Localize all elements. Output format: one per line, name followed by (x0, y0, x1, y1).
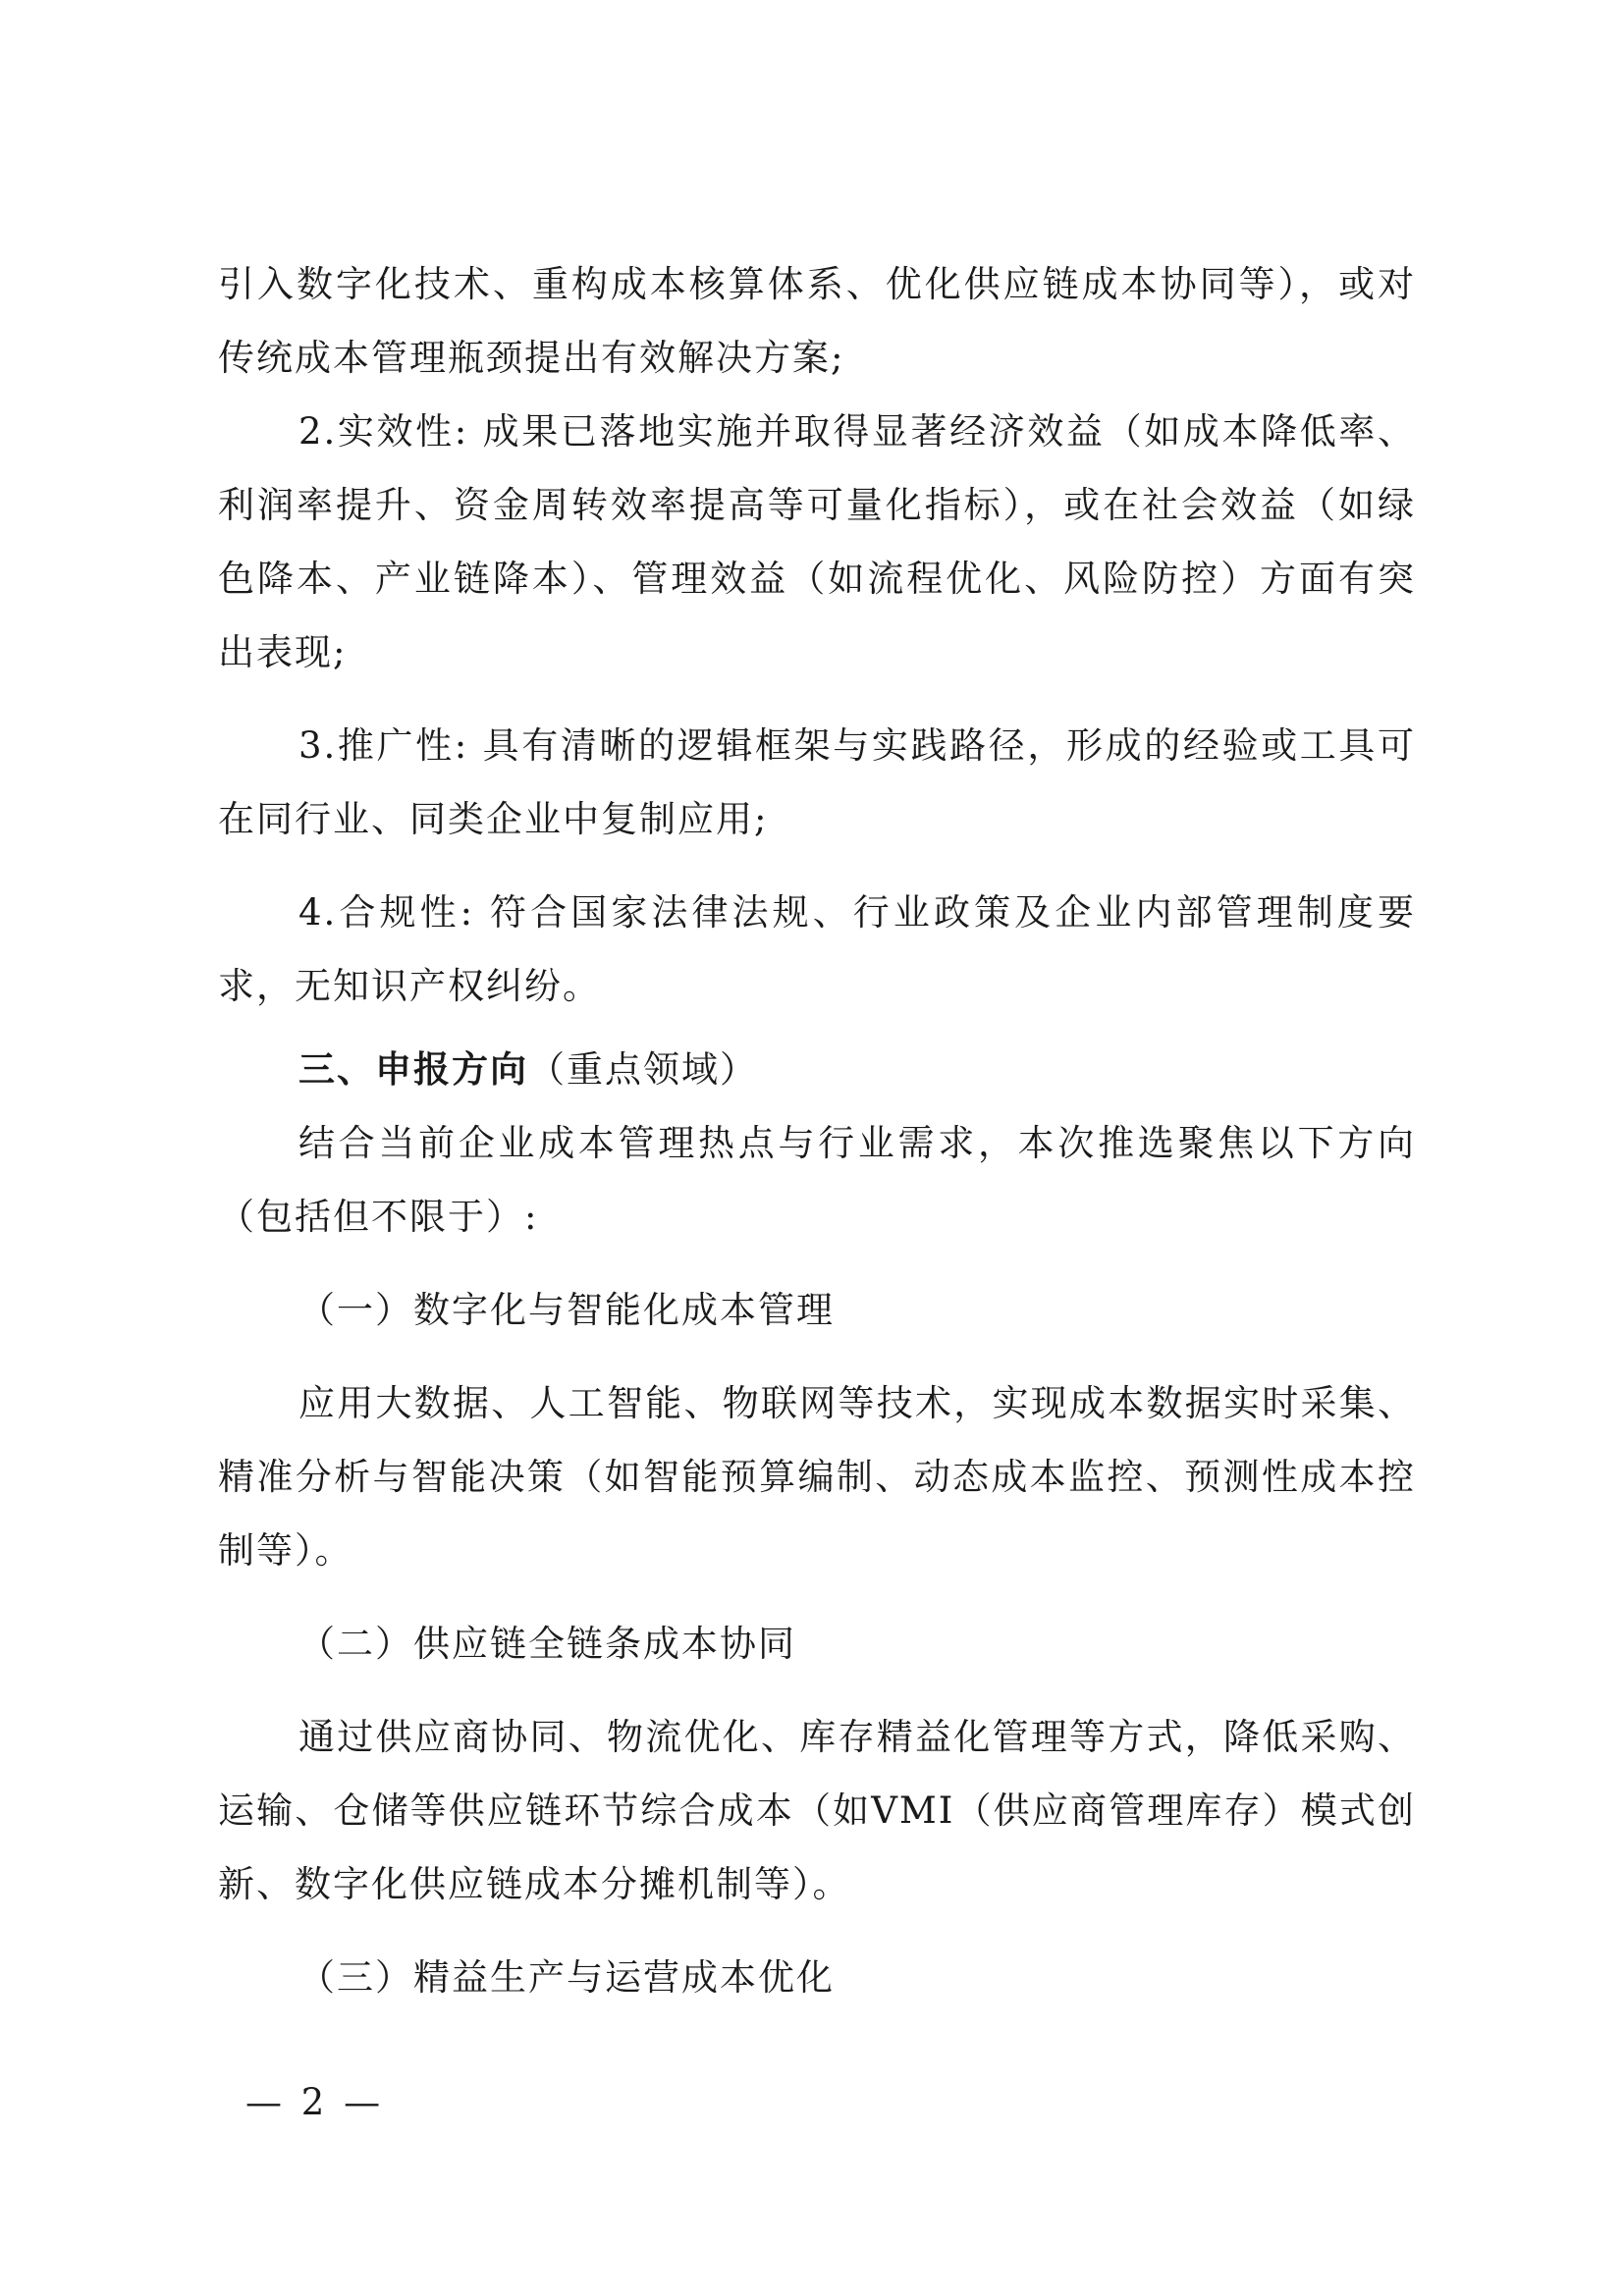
subheading-supply-chain: （二）供应链全链条成本协同 (298, 1623, 796, 1665)
paragraph-compliance: 4.合规性: 符合国家法律法规、行业政策及企业内部管理制度要求，无知识产权纠纷。 (218, 891, 1416, 1007)
document-body (218, 247, 1416, 2014)
paragraph-effectiveness: 2.实效性: 成果已落地实施并取得显著经济效益（如成本降低率、利润率提升、资金周转效率提高等可量化指标），或在社会效益（如绿色降本、产业链降本）、管理效益（如流程优化、风险防控）方面有突出表现; (218, 410, 1416, 673)
section-intro: 结合当前企业成本管理热点与行业需求，本次推选聚焦以下方向（包括但不限于）: (218, 1122, 1416, 1238)
section-heading-note: （重点领域） (528, 1048, 758, 1091)
subheading-lean-production: （三）精益生产与运营成本优化 (298, 1956, 835, 1999)
subheading-digital: （一）数字化与智能化成本管理 (298, 1289, 835, 1331)
section-heading-application-direction (218, 1033, 1416, 1106)
paragraph-supply-chain: 通过供应商协同、物流优化、库存精益化管理等方式，降低采购、运输、仓储等供应链环节综合成本（如VMI（供应商管理库存）模式创新、数字化供应链成本分摊机制等）。 (218, 1716, 1416, 1905)
paragraph-continuation: 引入数字化技术、重构成本核算体系、优化供应链成本协同等），或对传统成本管理瓶颈提出有效解决方案; (218, 263, 1416, 379)
page-number: — 2 — (245, 2081, 385, 2123)
section-heading-bold: 三、申报方向 (298, 1047, 528, 1091)
paragraph-promotion: 3.推广性: 具有清晰的逻辑框架与实践路径，形成的经验或工具可在同行业、同类企业中复制应用; (218, 724, 1416, 840)
paragraph-digital: 应用大数据、人工智能、物联网等技术，实现成本数据实时采集、精准分析与智能决策（如智能预算编制、动态成本监控、预测性成本控制等）。 (218, 1382, 1416, 1572)
